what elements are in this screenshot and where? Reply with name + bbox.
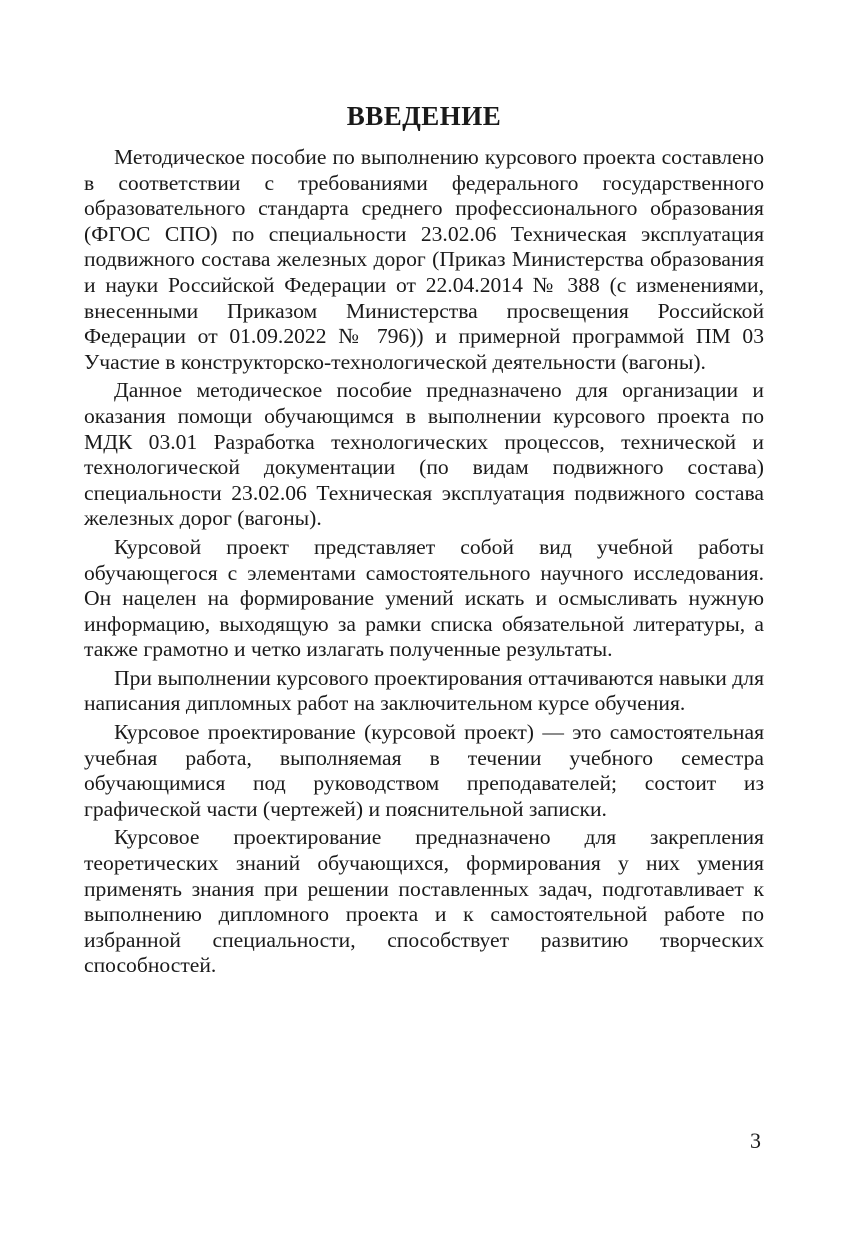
page-content bbox=[84, 96, 764, 982]
paragraph: Курсовое проектирование предназначено для закрепления теоретических знаний обучающихся, формирования у них умения применять знания при решении поставленных задач, подготавливает к выполнению дипломного проекта и к самостоятельной работе по избранной специальности, способствует развитию творческих способностей. bbox=[84, 825, 764, 978]
paragraph: Курсовое проектирование (курсовой проект) — это самостоятельная учебная работа, выполняемая в течении учебного семестра обучающимися под руководством преподавателей; состоит из графической части (чертежей) и пояснительной записки. bbox=[84, 720, 764, 821]
paragraph: Курсовой проект представляет собой вид учебной работы обучающегося с элементами самостоятельного научного исследования. Он нацелен на формирование умений искать и осмысливать нужную информацию, выходящую за рамки списка обязательной литературы, а также грамотно и четко излагать полученные результаты. bbox=[84, 534, 764, 662]
paragraph: Данное методическое пособие предназначено для организации и оказания помощи обучающимся в выполнении курсового проекта по МДК 03.01 Разработка технологических процессов, технической и технологической документации (по видам подвижного состава) специальности 23.02.06 Техническая эксплуатация подвижного состава железных дорог (вагоны). bbox=[84, 378, 764, 531]
paragraph: При выполнении курсового проектирования оттачиваются навыки для написания дипломных работ на заключительном курсе обучения. bbox=[84, 665, 764, 716]
page-number: 3 bbox=[750, 1128, 761, 1153]
page-title: ВВЕДЕНИЕ bbox=[346, 101, 502, 131]
paragraph: Методическое пособие по выполнению курсового проекта составлено в соответствии с требованиями федерального государственного образовательного стандарта среднего профессионального образования (ФГОС СПО) по специальности 23.02.06 Техническая эксплуатация подвижного состава железных дорог (Приказ Министерства образования и науки Российской Федерации от 22.04.2014 № 388 (с изменениями, внесенными Приказом Министерства просвещения Российской Федерации от 01.09.2022 № 796)) и примерной программой ПМ 03 Участие в конструкторско-технологической деятельности (вагоны). bbox=[84, 145, 764, 374]
